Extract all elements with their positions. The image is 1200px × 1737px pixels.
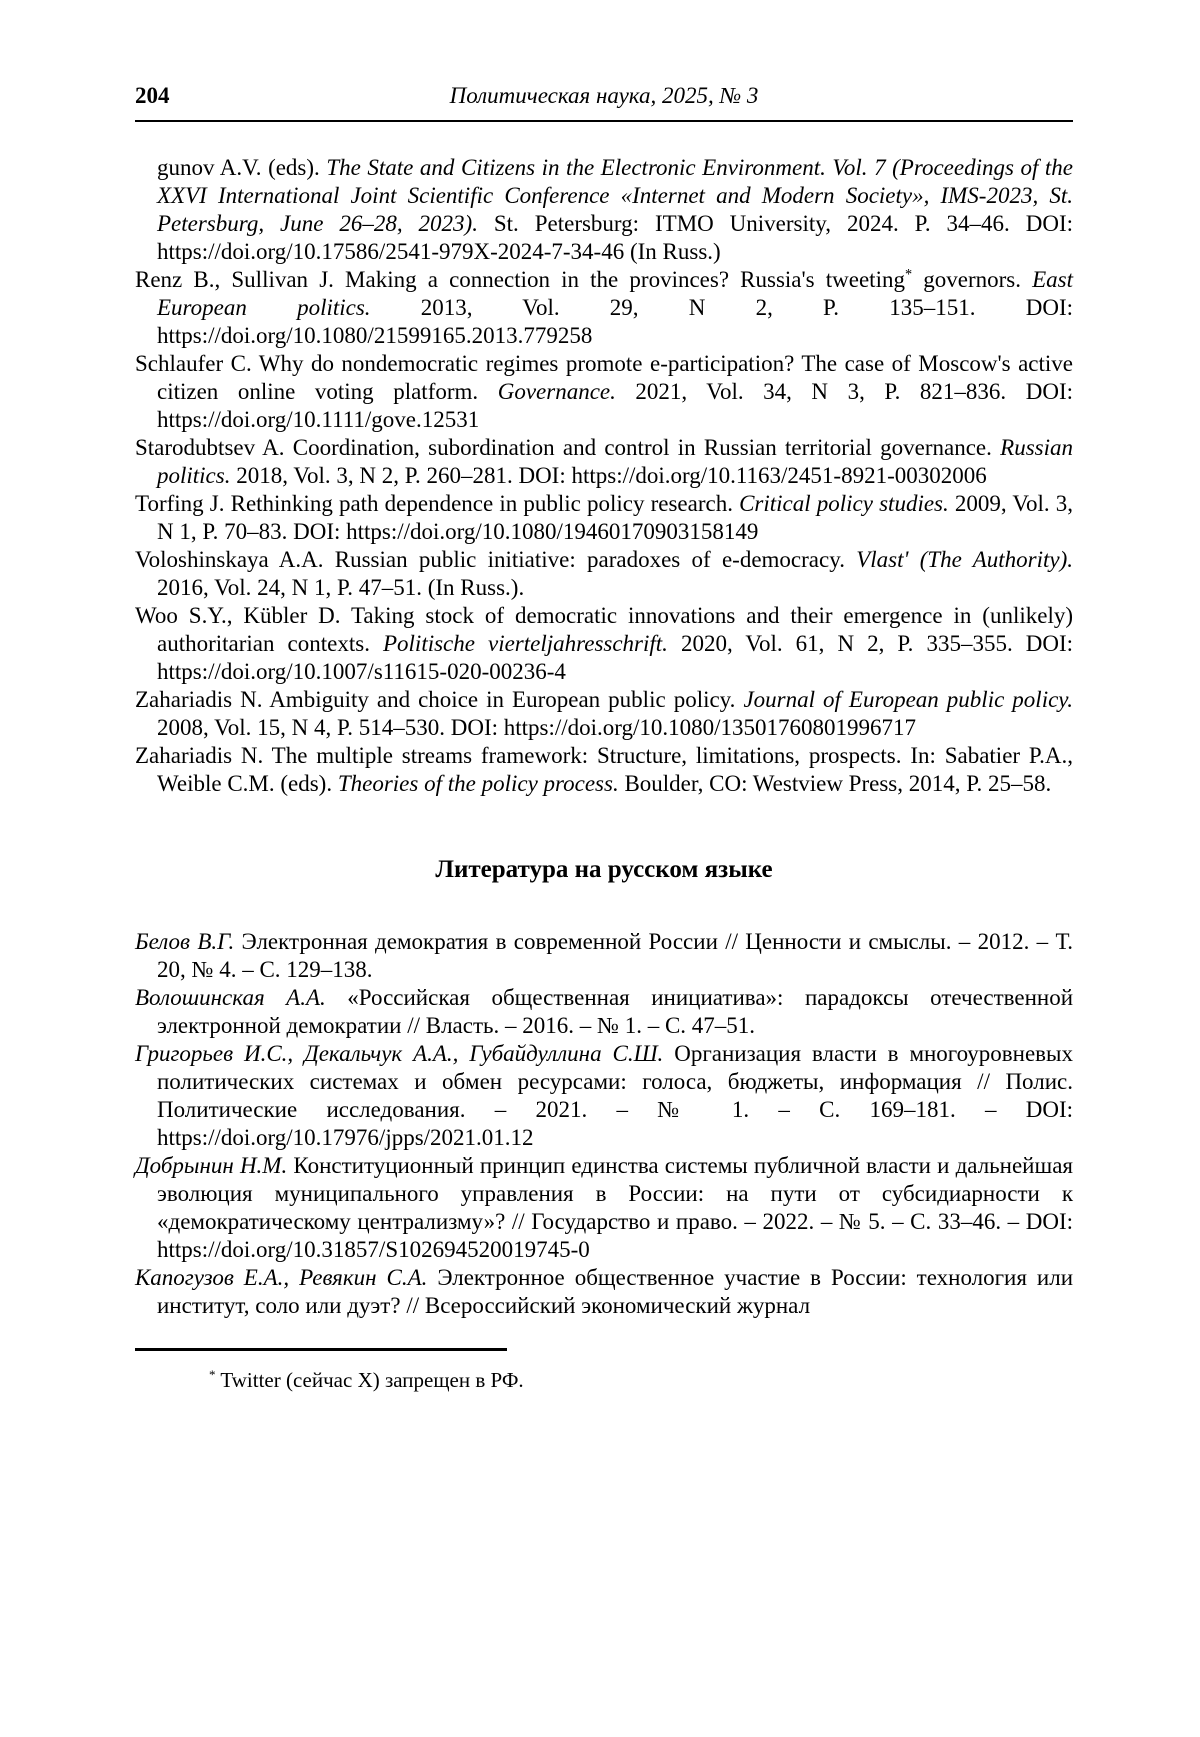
footnote [135, 1367, 1073, 1393]
ref-segment: St. Petersburg: ITMO University, 2024. P. 34–46. DOI: https://doi.org/10.17586/2541-979X-2024-7-34-46 (In Russ.) [157, 211, 1073, 264]
page-header [135, 82, 1073, 122]
ref-segment: 2018, Vol. 3, N 2, P. 260–281. DOI: https://doi.org/10.1163/2451-8921-00302006 [230, 463, 987, 488]
ref-segment: 2020, Vol. 61, N 2, P. 335–355. DOI: https://doi.org/10.1007/s11615-020-00236-4 [157, 631, 1073, 684]
ref-segment-italic: Governance. [497, 379, 616, 404]
running-head: Политическая наука, 2025, № 3 [449, 83, 759, 108]
ref-segment: Электронная демократия в современной России // Ценности и смыслы. – 2012. – Т. 20, № 4. – С. 129–138. [157, 929, 1073, 982]
ref-segment: Renz B., Sullivan J. Making a connection in the provinces? Russia's tweeting [135, 267, 905, 292]
ref-segment: Starodubtsev A. Coordination, subordination and control in Russian territorial governance. [135, 435, 1001, 460]
footnote-rule [135, 1348, 507, 1351]
ref-segment: Voloshinskaya A.A. Russian public initiative: paradoxes of e-democracy. [135, 547, 857, 572]
reference-entry [135, 154, 1073, 266]
ref-segment: 2008, Vol. 15, N 4, P. 514–530. DOI: https://doi.org/10.1080/13501760801996717 [157, 715, 917, 740]
references-english [135, 154, 1073, 798]
ref-segment: 2016, Vol. 24, N 1, P. 47–51. (In Russ.). [157, 575, 525, 600]
ref-segment: 2013, Vol. 29, N 2, P. 135–151. DOI: https://doi.org/10.1080/21599165.2013.779258 [157, 295, 1073, 348]
ref-segment: Zahariadis N. The multiple streams framework: Structure, limitations, prospects. In: Sabatier P.A., Weible C.M. (eds). [135, 743, 1073, 796]
section-heading: Литература на русском языке [435, 856, 773, 883]
reference-entry [135, 742, 1073, 798]
reference-entry [135, 1040, 1073, 1152]
footnote-marker-ref: * [904, 266, 913, 283]
ref-segment: governors. [912, 267, 1033, 292]
ref-segment: 2009, Vol. 3, N 1, P. 70–83. DOI: https://doi.org/10.1080/19460170903158149 [157, 491, 1074, 544]
reference-entry [135, 686, 1073, 742]
ref-segment-italic: Добрынин Н.М. [135, 1153, 288, 1178]
footnote-text: Twitter (сейчас X) запрещен в РФ. [215, 1368, 524, 1392]
ref-segment-italic: Vlast' (The Authority). [856, 547, 1074, 572]
references-russian [135, 928, 1073, 1320]
footnote-marker: * [209, 1367, 216, 1382]
reference-entry [135, 434, 1073, 490]
ref-segment-italic: Волошинская А.А. [135, 985, 326, 1010]
ref-segment-italic: The State and Citizens in the Electronic Environment. Vol. 7 (Proceedings of the XXVI International Joint Scientific Conference «Internet and Modern Society», IMS-2023, St. Petersburg, June 26–28, 2023). [157, 155, 1073, 236]
reference-entry [135, 266, 1073, 350]
ref-segment-italic: Politische vierteljahresschrift. [382, 631, 668, 656]
ref-segment-italic: Journal of European public policy. [743, 687, 1073, 712]
ref-segment-italic: Капогузов Е.А., Ревякин С.А. [135, 1265, 428, 1290]
reference-entry [135, 350, 1073, 434]
ref-segment-italic: East European politics. [157, 267, 1073, 320]
ref-segment: Boulder, CO: Westview Press, 2014, P. 25–58. [618, 771, 1052, 796]
reference-entry [135, 602, 1073, 686]
ref-segment: Zahariadis N. Ambiguity and choice in European public policy. [135, 687, 744, 712]
ref-segment: Электронное общественное участие в России: технология или институт, соло или дуэт? // Всероссийский экономический журнал [157, 1265, 1073, 1318]
ref-segment-italic: Theories of the policy process. [337, 771, 619, 796]
footnote-area [135, 1348, 1073, 1393]
reference-entry [135, 984, 1073, 1040]
ref-segment: Woo S.Y., Kübler D. Taking stock of democratic innovations and their emergence in (unlikely) authoritarian contexts. [135, 603, 1073, 656]
reference-entry [135, 490, 1073, 546]
reference-entry [135, 546, 1073, 602]
reference-entry [135, 928, 1073, 984]
ref-segment: Schlaufer C. Why do nondemocratic regimes promote e-participation? The case of Moscow's active citizen online voting platform. [135, 351, 1073, 404]
page-content [135, 82, 1073, 1393]
ref-segment: Организация власти в многоуровневых политических системах и обмен ресурсами: голоса, бюджеты, информация // Полис. Политические исследования. – 2021. – № 1. – С. 169–181. – DOI: https://doi.org/10.17976/jpps/2021.01.12 [157, 1041, 1073, 1150]
ref-segment: Torfing J. Rethinking path dependence in public policy research. [135, 491, 740, 516]
ref-segment: «Российская общественная инициатива»: парадоксы отечественной электронной демократии // Власть. – 2016. – № 1. – С. 47–51. [157, 985, 1073, 1038]
reference-entry [135, 1152, 1073, 1264]
ref-segment-italic: Белов В.Г. [135, 929, 235, 954]
ref-segment: 2021, Vol. 34, N 3, P. 821–836. DOI: https://doi.org/10.1111/gove.12531 [157, 379, 1074, 432]
ref-segment-italic: Critical policy studies. [739, 491, 949, 516]
ref-segment: gunov A.V. (eds). [157, 155, 327, 180]
page-number: 204 [135, 83, 170, 108]
reference-entry [135, 1264, 1073, 1320]
ref-segment: Конституционный принцип единства системы публичной власти и дальнейшая эволюция муниципального управления в России: на пути от субсидиарности к «демократическому централизму»? // Государство и право. – 2022. – № 5. – С. 33–46. – DOI: https://doi.org/10.31857/S102694520019745-0 [157, 1153, 1073, 1262]
ref-segment-italic: Григорьев И.С., Декальчук А.А., Губайдуллина С.Ш. [135, 1041, 664, 1066]
ref-segment-italic: Russian politics. [157, 435, 1073, 488]
